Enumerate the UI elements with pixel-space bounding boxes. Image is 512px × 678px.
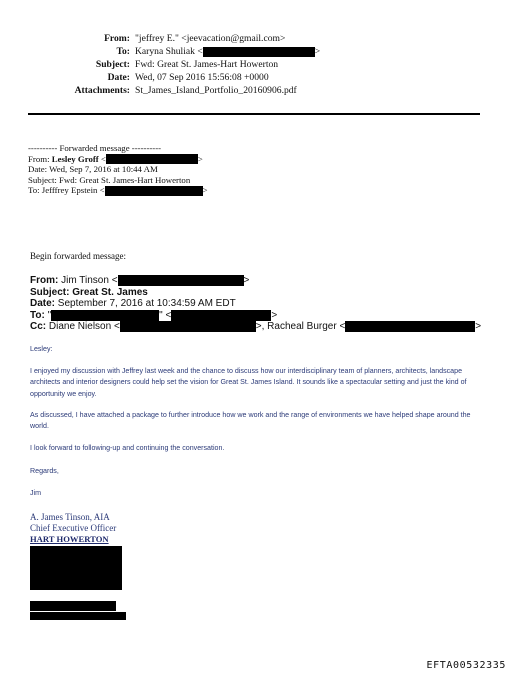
redaction-block [30, 601, 116, 611]
redaction-box [105, 186, 203, 196]
header-subject-value: Fwd: Great St. James-Hart Howerton [135, 59, 279, 70]
header-from-label: From: [104, 33, 130, 44]
body-closing: Regards, [30, 467, 59, 475]
forwarded-from-prefix: From: [28, 153, 52, 164]
header-to-value [135, 46, 320, 58]
redaction-block [30, 612, 126, 620]
forwarded-to-close: > [202, 185, 208, 195]
header-date-value: Wed, 07 Sep 2016 15:56:08 +0000 [135, 72, 269, 83]
header-divider [28, 113, 480, 115]
inner-cc-value: Diane Nielson < [46, 321, 120, 333]
redaction-box [203, 47, 315, 57]
redaction-box [345, 321, 475, 332]
begin-forwarded-label: Begin forwarded message: [30, 251, 126, 261]
redaction-block [30, 546, 122, 590]
inner-date-value: September 7, 2016 at 10:34:59 AM EDT [55, 298, 236, 309]
inner-to [30, 310, 277, 322]
inner-to-label: To: [30, 309, 45, 321]
header-subject-label: Subject: [95, 59, 130, 70]
header-attachments-label: Attachments: [74, 85, 130, 96]
signature-title: Chief Executive Officer [30, 523, 117, 533]
forwarded-to-prefix: To: Jefffrey Epstein < [28, 185, 105, 195]
inner-to-q1: " [44, 309, 52, 321]
inner-from [30, 275, 249, 287]
inner-subject [30, 287, 148, 299]
inner-date [30, 298, 236, 310]
inner-from-value: Jim Tinson < [58, 275, 118, 287]
signature-company: HART HOWERTON [30, 534, 109, 544]
body-paragraph-2: As discussed, I have attached a package to further introduce how we work and the range of environments we have helped shape around the world. [30, 411, 471, 431]
signature-name: A. James Tinson, AIA [30, 512, 110, 522]
inner-cc [30, 321, 481, 333]
forwarded-date: Date: Wed, Sep 7, 2016 at 10:44 AM [28, 164, 158, 174]
inner-cc-label: Cc: [30, 321, 47, 333]
inner-to-q2: " < [159, 309, 172, 321]
inner-cc-mid: >, Racheal Burger < [255, 321, 346, 333]
document-id: EFTA00532335 [426, 660, 506, 671]
redaction-box [120, 321, 256, 332]
inner-cc-close: > [475, 321, 482, 333]
redaction-box [51, 310, 159, 321]
body-greeting: Lesley: [30, 345, 53, 353]
inner-to-close: > [271, 309, 278, 321]
header-to-end: > [314, 46, 321, 57]
header-attachments-value[interactable]: St_James_Island_Portfolio_20160906.pdf [135, 85, 297, 96]
header-to-name: Karyna Shuliak < [135, 46, 203, 57]
redaction-box [118, 275, 244, 286]
inner-from-close: > [243, 275, 250, 287]
inner-subject-value: Great St. James [69, 286, 148, 298]
header-to-label: To: [116, 46, 130, 57]
redaction-box [106, 154, 198, 164]
body-paragraph-3: I look forward to following-up and continuing the conversation. [30, 444, 225, 452]
inner-subject-label: Subject: [30, 286, 70, 298]
header-from-value: "jeffrey E." <jeevacation@gmail.com> [135, 33, 286, 44]
inner-date-label: Date: [30, 298, 56, 309]
body-sender-name: Jim [30, 489, 42, 497]
forwarded-from [28, 154, 203, 165]
redaction-box [171, 310, 271, 321]
forwarded-from-open: < [98, 153, 106, 164]
forwarded-divider: ---------- Forwarded message ---------- [28, 143, 162, 153]
inner-from-label: From: [30, 275, 59, 287]
forwarded-from-name: Lesley Groff [51, 153, 99, 164]
body-paragraph-1: I enjoyed my discussion with Jeffrey last week and the chance to discuss how our interdisciplinary team of planners, architects, landscape architects and interior designers could help set the vision for Great St. James Island. It sounds like a spectacular setting and just the kind of opportunity we enjoy. [30, 367, 467, 398]
forwarded-to [28, 185, 208, 196]
forwarded-subject: Subject: Fwd: Great St. James-Hart Howerton [28, 174, 191, 185]
header-date-label: Date: [107, 72, 130, 83]
forwarded-from-close: > [197, 153, 203, 164]
